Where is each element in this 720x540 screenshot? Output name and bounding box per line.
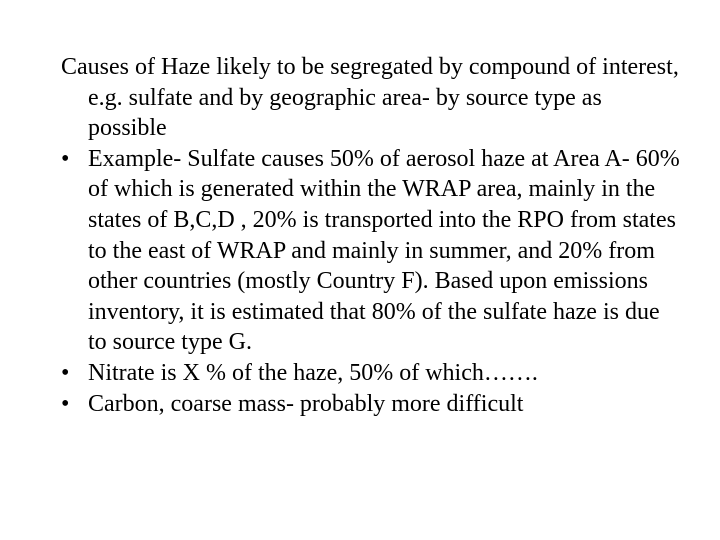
bullet-marker: •	[61, 145, 70, 172]
intro-paragraph: Causes of Haze likely to be segregated by compound of interest, e.g. sulfate and by geographic area- by source type as possible	[61, 54, 679, 142]
bullet-text: Carbon, coarse mass- probably more difficult	[88, 390, 524, 417]
bullet-marker: •	[61, 359, 70, 386]
bullet-item-carbon	[61, 389, 681, 420]
bullet-text: Nitrate is X % of the haze, 50% of which…….	[88, 359, 538, 386]
slide-body	[61, 52, 681, 419]
bullet-item-example	[61, 144, 681, 358]
bullet-marker: •	[61, 390, 70, 417]
bullet-text: Example- Sulfate causes 50% of aerosol haze at Area A- 60% of which is generated within the WRAP area, mainly in the states of B,C,D , 20% is transported into the RPO from states to the east of WRAP and mainly in summer, and 20% from other countries (mostly Country F). Based upon emissions inventory, it is estimated that 80% of the sulfate haze is due to source type G.	[88, 145, 680, 356]
bullet-item-nitrate	[61, 358, 681, 389]
